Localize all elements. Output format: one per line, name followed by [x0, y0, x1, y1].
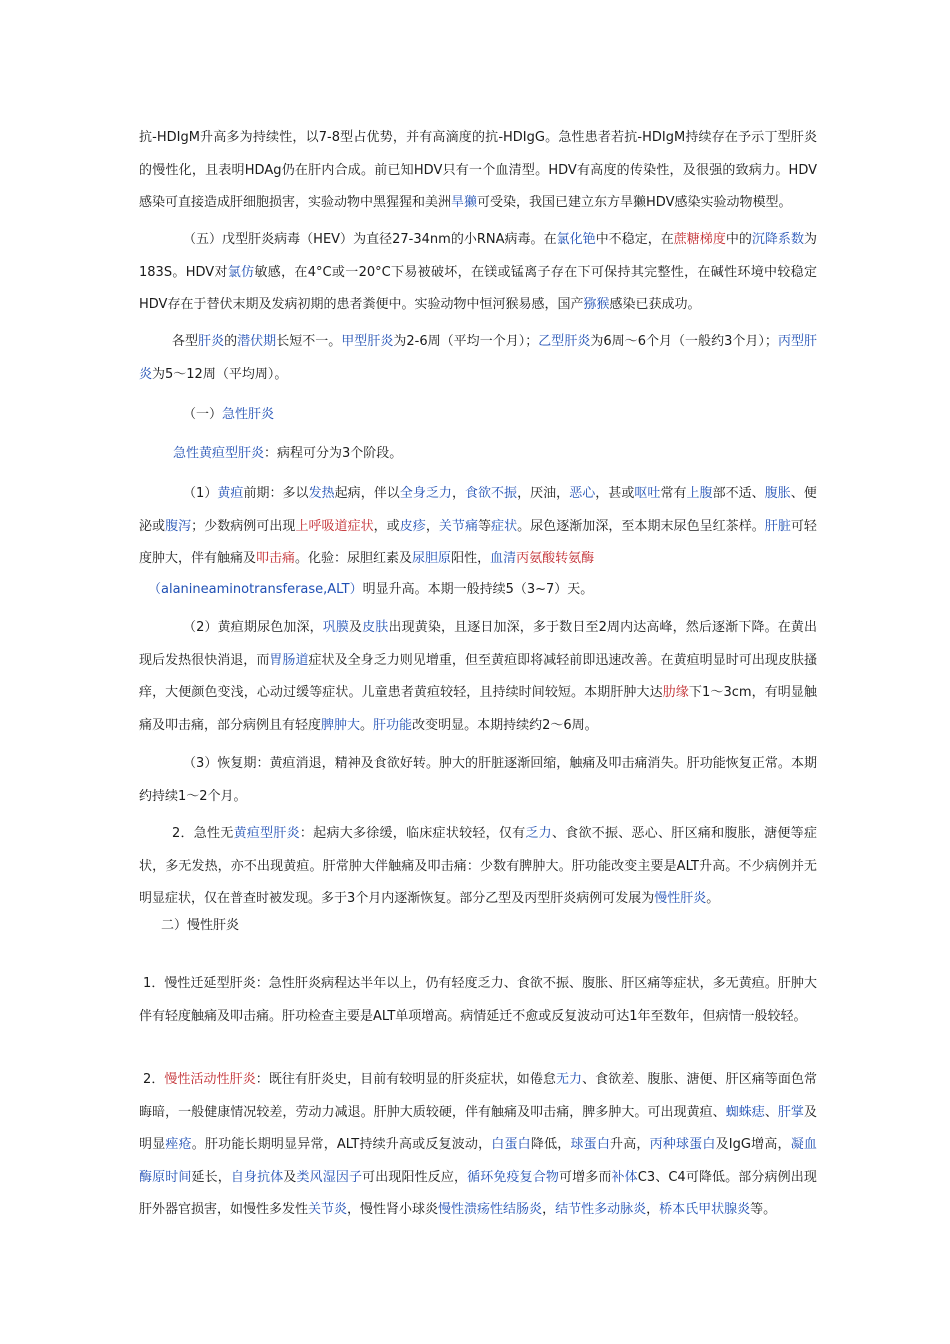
text-run: 。尿色逐渐加深，至本期末尿色呈红茶样。: [517, 518, 765, 534]
text-run: 及IgG增高，: [715, 1137, 791, 1152]
text-run: 常有: [660, 486, 687, 501]
term-link[interactable]: 呕吐: [634, 486, 661, 501]
text-run: 改变明显。本期持续约2〜6周。: [412, 717, 598, 733]
term-link[interactable]: 旱獭: [451, 195, 478, 210]
text-run: 明显升高。本期一般持续5（3~7）天。: [362, 582, 594, 597]
term-link[interactable]: 全身乏力: [399, 486, 452, 501]
term-link[interactable]: 关节痛: [438, 518, 478, 534]
text-run: 。: [706, 891, 720, 906]
heading-acute-jaundice-hepatitis: [173, 444, 402, 464]
term-link[interactable]: 发热: [308, 486, 335, 501]
term-link[interactable]: 慢性溃疡性结肠炎: [438, 1202, 543, 1217]
term-highlight[interactable]: 叩击痛: [256, 551, 296, 566]
term-link[interactable]: 腹胀: [764, 486, 791, 501]
paragraph-chronic-persistent: [139, 968, 817, 1033]
term-link[interactable]: 氯化铯: [556, 232, 596, 247]
text-run: 二）慢性肝炎: [161, 918, 240, 933]
heading-acute-hepatitis: [183, 405, 274, 425]
text-run: 。: [360, 717, 374, 733]
paragraph-jaundice-phase: [139, 612, 817, 742]
text-run: ：既往有肝炎史，目前有较明显的肝炎症状，如倦怠: [255, 1072, 556, 1087]
term-link[interactable]: 循环免疫复合物: [467, 1169, 559, 1185]
text-run: 、食欲不振、恶心、肝区痛和腹胀，溏便等症状，多无发热，亦不出现黄疸。肝常肿大伴触痛及叩击痛：少数有脾肿大。肝功能改变主要是ALT升高。不少病例并无明显症状，仅在普查时被发现。多于3个月内逐渐恢复。部分乙型及丙型肝炎病例可发展为: [139, 826, 817, 906]
text-run: 及: [349, 620, 363, 635]
term-link[interactable]: 急性黄疸型肝炎: [173, 446, 265, 461]
text-run: ，甚或: [595, 486, 635, 501]
term-link[interactable]: 痤疮: [165, 1137, 192, 1152]
text-run: （2）黄疸期尿色加深，: [183, 620, 323, 635]
text-run: 中的: [725, 232, 752, 247]
text-run: 前期：多以: [243, 486, 309, 501]
text-run: 可受染，我国已建立东方旱獭HDV感染实验动物模型。: [477, 195, 792, 210]
term-link[interactable]: 潜伏期: [237, 334, 277, 349]
text-run: 下1〜3cm，有明显触痛及叩击痛，部分病例且有轻度: [139, 685, 817, 733]
term-link[interactable]: 皮肤: [362, 620, 389, 635]
text-run: 、便泌或: [139, 486, 817, 534]
text-run: 感染已获成功。: [609, 297, 701, 312]
text-run: 可轻度肿大，伴有触痛及: [139, 518, 817, 566]
text-run: 阳性，: [451, 551, 491, 566]
text-run: 等。: [750, 1202, 777, 1217]
term-link[interactable]: 巩膜: [322, 620, 350, 635]
term-link[interactable]: 急性肝炎: [222, 407, 275, 422]
paragraph-hdv: [139, 122, 817, 220]
term-link[interactable]: 肝炎: [198, 334, 225, 349]
term-link[interactable]: 尿胆原: [412, 551, 452, 566]
term-link[interactable]: 氯仿: [227, 264, 255, 280]
text-run: 症状及全身乏力则见增重，但至黄疸即将减轻前即迅速改善。在黄疸明显时可出现皮肤搔痒，大便颜色变浅，心动过缓等症状。儿童患者黄疸较轻，且持续时间较短。本期肝肿大达: [139, 652, 817, 700]
text-run: 出现黄染，且逐日加深，多于数日至2周内达高峰，然后逐渐下降。在黄出现后发热很快消退，而: [139, 620, 817, 668]
term-link[interactable]: 乙型肝炎: [538, 334, 591, 349]
term-link[interactable]: 关节炎: [308, 1202, 348, 1217]
term-link[interactable]: 肝掌: [777, 1104, 804, 1120]
text-run: 2．急性无: [172, 826, 234, 841]
text-run: 2．: [143, 1072, 165, 1087]
term-link[interactable]: 丙种球蛋白: [649, 1137, 716, 1152]
heading-chronic-hepatitis: [161, 916, 239, 936]
text-run: 可增多而: [559, 1169, 612, 1185]
text-run: 、: [764, 1104, 778, 1120]
text-run: 。化验：尿胆红素及: [295, 551, 413, 566]
text-run: ，: [542, 1202, 556, 1217]
term-highlight[interactable]: 肋缘: [662, 685, 689, 700]
text-run: ，慢性肾小球炎: [347, 1202, 439, 1217]
term-link[interactable]: 慢性肝炎: [654, 891, 707, 906]
text-run: 的: [224, 334, 238, 349]
paragraph-recovery-phase: [139, 748, 817, 813]
term-highlight[interactable]: 丙氨酸转氨酶: [516, 551, 595, 566]
term-link[interactable]: 食欲不振: [464, 486, 518, 501]
text-run: 为5〜12周（平均周）。: [152, 366, 288, 382]
text-run: 各型: [172, 334, 199, 349]
term-link[interactable]: 猕猴: [583, 297, 610, 312]
text-run: ，厌油，: [517, 486, 570, 501]
term-link[interactable]: （alanineaminotransferase,ALT）: [148, 582, 363, 597]
text-run: ：起病大多徐缓，临床症状较轻，仅有: [299, 826, 526, 841]
term-link[interactable]: 蜘蛛痣: [725, 1104, 765, 1120]
term-link[interactable]: 脾肿大: [321, 717, 361, 733]
text-run: 抗-HDIgM升高多为持续性，以7-8型占优势，并有高滴度的抗-HDIgG。急性患者若抗-HDIgM持续存在予示丁型肝炎的慢性化，且表明HDAg仍在肝内合成。前已知HDV只有一个血清型。HDV有高度的传染性，及很强的致病力。HDV感染可直接造成肝细胞损害，实验动物中黑猩猩和美洲: [139, 130, 817, 210]
term-link[interactable]: 丙型肝炎: [139, 334, 817, 382]
term-link[interactable]: 上腹: [686, 486, 713, 501]
term-link[interactable]: 无力: [555, 1072, 583, 1087]
text-run: ，: [425, 518, 439, 534]
text-run: ，: [451, 486, 465, 501]
term-link[interactable]: 肝脏: [764, 518, 791, 534]
text-run: 等: [477, 518, 492, 534]
text-run: ，或: [373, 518, 400, 534]
term-link[interactable]: 血清: [490, 551, 517, 566]
term-link[interactable]: 胃肠道: [269, 652, 309, 668]
term-link[interactable]: 黄疸: [217, 486, 244, 501]
text-run: （五）戊型肝炎病毒（HEV）为直径27-34nm的小RNA病毒。在: [183, 232, 557, 247]
term-link[interactable]: 球蛋白: [570, 1137, 611, 1152]
text-run: 可出现阳性反应，: [362, 1169, 468, 1185]
paragraph-pre-jaundice: [139, 478, 817, 576]
text-run: 、食欲差、腹胀、溏便、肝区痛等面色常晦暗，一般健康情况较差，劳动力减退。肝肿大质较硬，伴有触痛及叩击痛，脾多肿大。可出现黄疸、: [139, 1072, 817, 1120]
term-link[interactable]: 结节性多动脉炎: [555, 1202, 647, 1217]
text-run: （3）恢复期：黄疸消退，精神及食欲好转。肿大的肝脏逐渐回缩，触痛及叩击痛消失。肝功能恢复正常。本期约持续1〜2个月。: [139, 756, 817, 804]
term-link[interactable]: 症状: [491, 518, 518, 534]
text-run: 敏感，在4°C或一20°C下易被破坏，在镁或锰离子存在下可保持其完整性，在碱性环境中较稳定HDV存在于替伏末期及发病初期的患者粪便中。实验动物中恒河猴易感，国产: [139, 264, 818, 312]
term-highlight[interactable]: 慢性活动性肝炎: [164, 1072, 256, 1087]
term-link[interactable]: 类风湿因子: [296, 1169, 363, 1185]
term-highlight[interactable]: 上呼吸道症状: [295, 518, 374, 534]
text-run: C3、C4可降低。部分病例出现肝外器官损害，如慢性多发性: [139, 1169, 817, 1217]
text-run: 升高，: [610, 1137, 650, 1152]
term-highlight[interactable]: 蔗糖梯度: [673, 232, 726, 247]
text-run: 及明显: [139, 1104, 817, 1152]
term-link[interactable]: 肝功能: [373, 717, 413, 733]
term-link[interactable]: 白蛋白: [491, 1137, 531, 1152]
term-link[interactable]: 甲型肝炎: [341, 334, 394, 349]
term-link[interactable]: 皮疹: [399, 518, 426, 534]
text-run: 长短不一。: [276, 334, 342, 349]
text-run: 起病，伴以: [334, 486, 400, 501]
paragraph-alt: [148, 580, 593, 600]
paragraph-chronic-active: [139, 1064, 817, 1227]
paragraph-non-jaundice: [139, 818, 817, 916]
text-run: 及: [283, 1169, 297, 1185]
text-run: 延长，: [191, 1169, 231, 1185]
text-run: 中不稳定，在: [595, 232, 674, 247]
term-link[interactable]: 恶心: [569, 486, 596, 501]
term-link[interactable]: 自身抗体: [230, 1169, 284, 1185]
text-run: ；少数病例可出现: [191, 518, 296, 534]
text-run: （1）: [183, 486, 218, 501]
term-link[interactable]: 腹泻: [165, 518, 192, 534]
text-run: ：病程可分为3个阶段。: [264, 446, 403, 461]
term-link[interactable]: 沉降系数: [751, 232, 804, 247]
term-link[interactable]: 补体: [611, 1169, 638, 1185]
text-run: 。肝功能长期明显异常，ALT持续升高或反复波动，: [191, 1137, 492, 1152]
term-link[interactable]: 乏力: [525, 826, 552, 841]
text-run: ，: [646, 1202, 660, 1217]
term-link[interactable]: 桥本氏甲状腺炎: [659, 1202, 751, 1217]
text-run: 降低，: [530, 1137, 571, 1152]
text-run: 为183S。HDV对: [139, 232, 817, 280]
text-run: （一）: [183, 407, 223, 422]
text-run: 为6周〜6个月（一般约3个月）；: [590, 334, 778, 349]
paragraph-hev: [139, 224, 817, 322]
term-link[interactable]: 黄疸型肝炎: [233, 826, 300, 841]
text-run: 1．慢性迁延型肝炎：急性肝炎病程达半年以上，仍有轻度乏力、食欲不振、腹胀、肝区痛等症状，多无黄疸。肝肿大伴有轻度触痛及叩击痛。肝功检查主要是ALT单项增高。病情延迁不愈或反复波动可达1年至数年，但病情一般较轻。: [139, 976, 817, 1024]
paragraph-incubation: [139, 326, 817, 391]
text-run: 为2-6周（平均一个月）；: [393, 334, 539, 349]
text-run: 部不适、: [712, 486, 765, 501]
term-link[interactable]: 凝血酶原时间: [139, 1137, 817, 1185]
